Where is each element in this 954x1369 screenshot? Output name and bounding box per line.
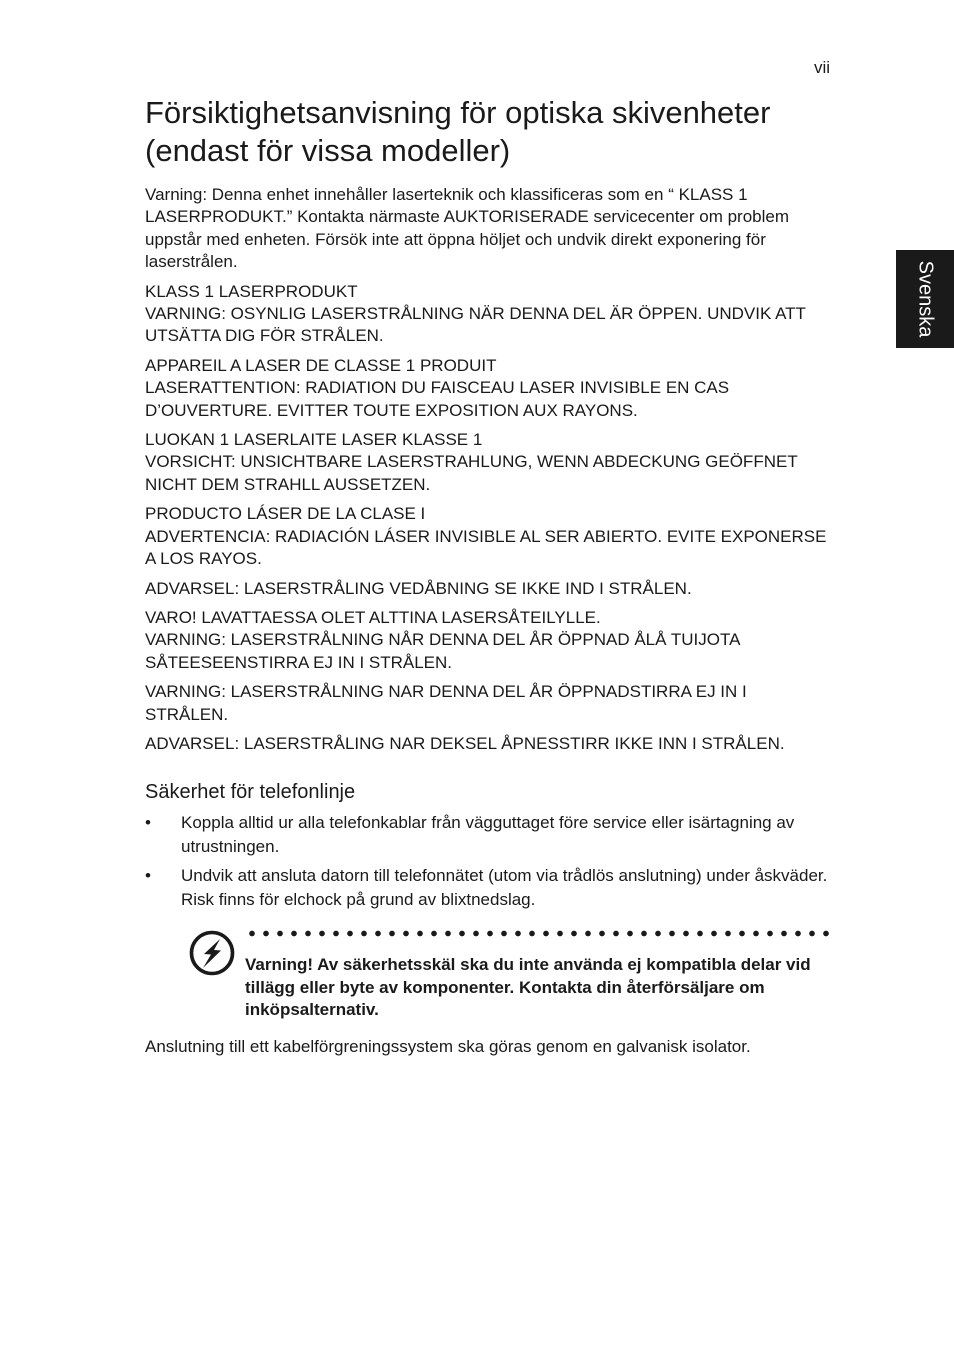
laser-warning-paragraph: LUOKAN 1 LASERLAITE LASER KLASSE 1 VORSICHT: UNSICHTBARE LASERSTRAHLUNG, WENN ABDECKUNG GEÖFFNET NICHT DEM STRAHLL AUSSETZEN. [145, 430, 798, 494]
page-title: Försiktighetsanvisning för optiska skivenheter (endast för vissa modeller) [145, 95, 771, 168]
list-item [145, 811, 831, 859]
dotted-divider [245, 930, 831, 937]
list-item-text: Koppla alltid ur alla telefonkablar från vägguttaget före service eller isärtagning av utrustningen. [181, 813, 795, 857]
laser-warnings [145, 184, 831, 755]
laser-warning-paragraph: ADVARSEL: LASERSTRÅLING VEDÅBNING SE IKKE IND I STRÅLEN. [145, 578, 692, 598]
language-tab-label: Svenska [914, 260, 937, 338]
list-item [145, 864, 831, 912]
page-number: vii [813, 58, 830, 77]
page-content [145, 94, 831, 1065]
laser-warning-paragraph: PRODUCTO LÁSER DE LA CLASE I ADVERTENCIA: RADIACIÓN LÁSER INVISIBLE AL SER ABIERTO. EVITE EXPONERSE A LOS RAYOS. [145, 504, 827, 569]
warning-text: Varning! Av säkerhetsskäl ska du inte använda ej kompatibla delar vid tillägg eller byte av komponenter. Kontakta din återförsäljare om inköpsalternativ. [245, 955, 811, 1020]
laser-warning-paragraph: KLASS 1 LASERPRODUKT VARNING: OSYNLIG LASERSTRÅLNING NÄR DENNA DEL ÄR ÖPPEN. UNDVIK ATT UTSÄTTA DIG FÖR STRÅLEN. [145, 281, 806, 346]
laser-warning-paragraph: ADVARSEL: LASERSTRÅLING NAR DEKSEL ÅPNESSTIRR IKKE INN I STRÅLEN. [145, 733, 785, 753]
language-tab [896, 250, 954, 348]
list-item-text: Undvik att ansluta datorn till telefonnätet (utom via trådlös anslutning) under åskväder. Risk finns för elchock på grund av blixtnedslag. [181, 866, 828, 910]
laser-warning-paragraph: VARO! LAVATTAESSA OLET ALTTINA LASERSÅTEILYLLE. VARNING: LASERSTRÅLNING NÅR DENNA DEL ÅR ÖPPNAD ÅLÅ TUIJOTA SÅTEESEENSTIRRA EJ IN I STRÅLEN. [145, 607, 740, 672]
bullet-glyph: • [145, 813, 151, 833]
laser-warning-paragraph: APPAREIL A LASER DE CLASSE 1 PRODUIT LASERATTENTION: RADIATION DU FAISCEAU LASER INVISIBLE EN CAS D’OUVERTURE. EVITTER TOUTE EXPOSITION AUX RAYONS. [145, 355, 730, 420]
laser-warning-paragraph: VARNING: LASERSTRÅLNING NAR DENNA DEL ÅR ÖPPNADSTIRRA EJ IN I STRÅLEN. [145, 682, 747, 724]
bullet-glyph: • [145, 866, 151, 886]
laser-warning-paragraph: Varning: Denna enhet innehåller laserteknik och klassificeras som en “ KLASS 1 LASERPRODUKT.” Kontakta närmaste AUKTORISERADE servicecenter om problem uppstår med enheten. Försök inte att öppna höljet och undvik direkt exponering för laserstrålen. [145, 185, 790, 272]
lightning-warning-icon [189, 930, 235, 976]
section-heading: Säkerhet för telefonlinje [145, 781, 356, 804]
bullet-list [145, 811, 831, 912]
closing-paragraph: Anslutning till ett kabelförgreningssystem ska göras genom en galvanisk isolator. [145, 1036, 751, 1056]
warning-note [145, 930, 831, 1021]
